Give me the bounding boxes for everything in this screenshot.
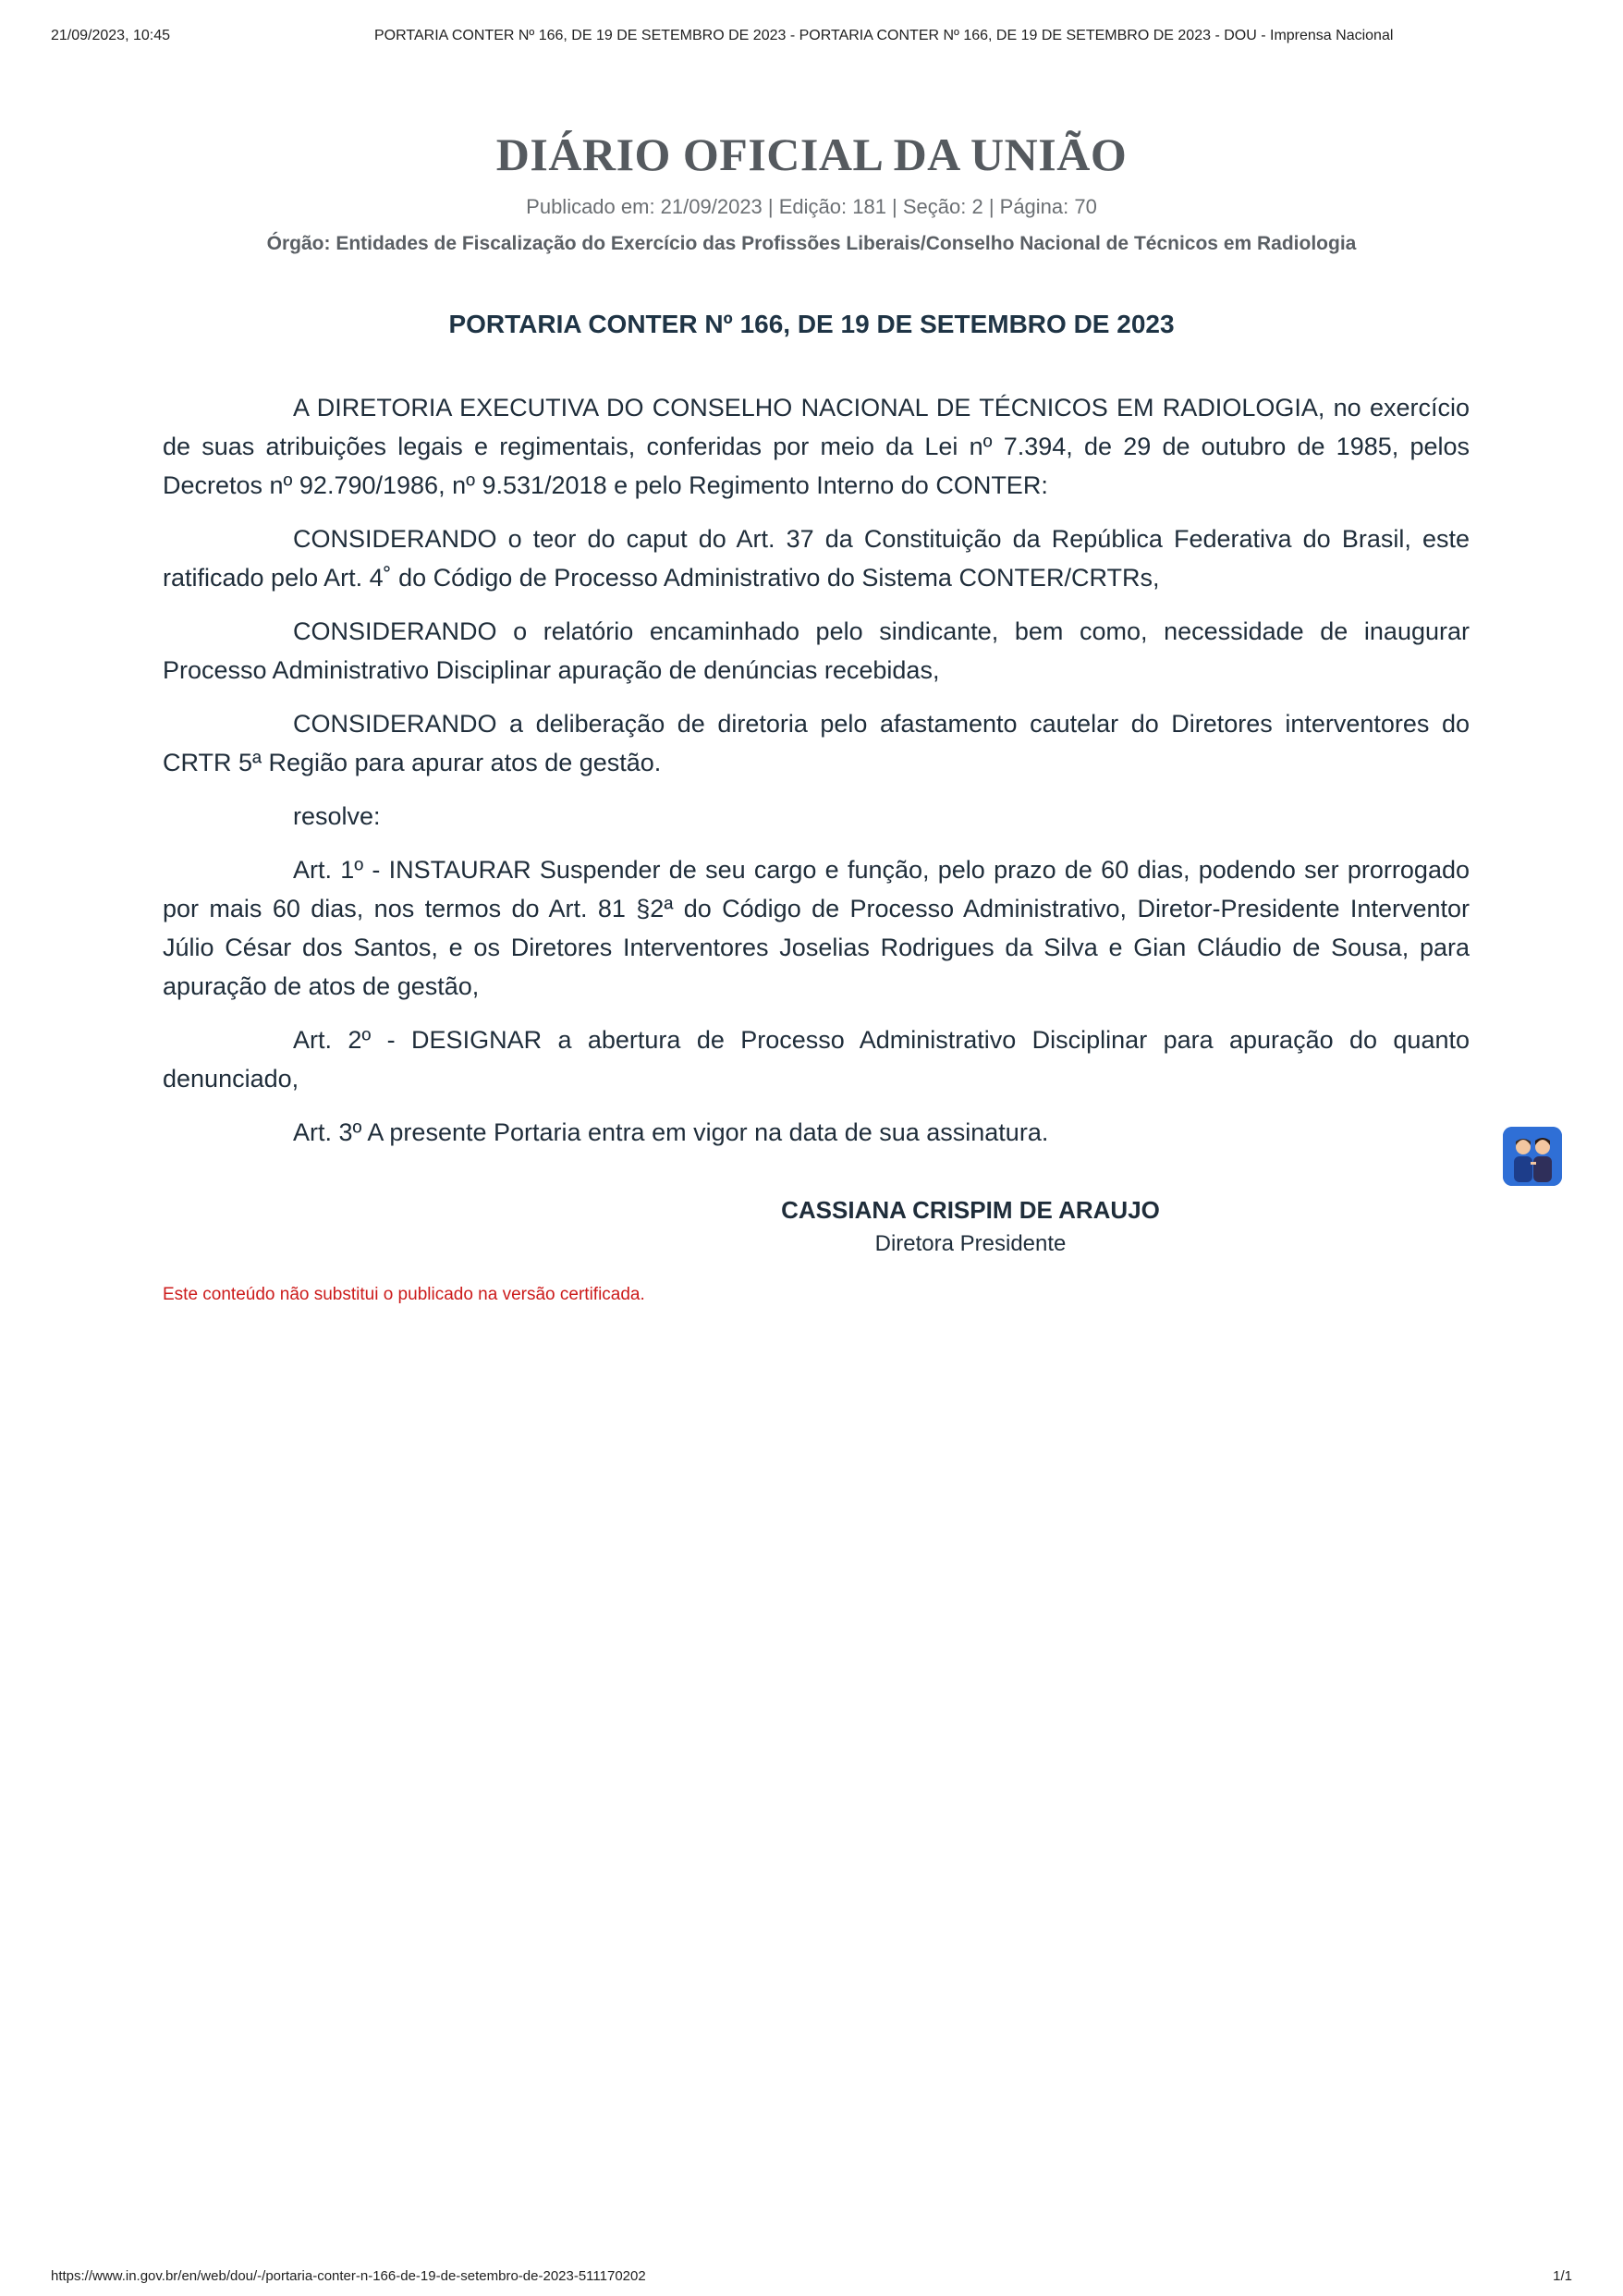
print-page-title: PORTARIA CONTER Nº 166, DE 19 DE SETEMBRO DE 2023 - PORTARIA CONTER Nº 166, DE 19 DE SETEMBRO DE 2023 - DOU - Imprensa Nacional [374, 28, 1394, 43]
masthead-title: DIÁRIO OFICIAL DA UNIÃO [495, 128, 1128, 180]
print-page-count: 1/1 [1553, 2268, 1572, 2284]
act-considerando: CONSIDERANDO o teor do caput do Art. 37 da Constituição da República Federativa do Brasil, este ratificado pelo Art. 4˚ do Código de Processo Administrativo do Sistema CONTER/CRTRs, [163, 525, 1470, 592]
act-title: PORTARIA CONTER Nº 166, DE 19 DE SETEMBRO DE 2023 [448, 310, 1175, 338]
act-considerando: CONSIDERANDO a deliberação de diretoria pelo afastamento cautelar do Diretores interventores do CRTR 5ª Região para apurar atos de gestão. [163, 710, 1470, 776]
act-article-1: Art. 1º - INSTAURAR Suspender de seu cargo e função, pelo prazo de 60 dias, podendo ser prorrogado por mais 60 dias, nos termos do Art. 81 §2ª do Código de Processo Administrativo, Diretor-Presidente Interventor Júlio César dos Santos, e os Diretores Interventores Joselias Rodrigues da Silva e Gian Cláudio de Sousa, para apuração de atos de gestão, [163, 856, 1470, 1000]
certified-version-disclaimer: Este conteúdo não substitui o publicado na versão certificada. [163, 1285, 645, 1304]
signatory-role: Diretora Presidente [874, 1231, 1067, 1256]
print-footer [51, 2268, 1572, 2289]
vlibras-sign-language-icon[interactable] [1503, 1127, 1562, 1186]
act-considerando: CONSIDERANDO o relatório encaminhado pelo sindicante, bem como, necessidade de inaugurar Processo Administrativo Disciplinar apuração de denúncias recebidas, [163, 617, 1470, 684]
act-body [163, 388, 1470, 1166]
act-resolve: resolve: [293, 802, 381, 830]
act-article-3: Art. 3º A presente Portaria entra em vigor na data de sua assinatura. [293, 1118, 1049, 1146]
signature-block [739, 1192, 1202, 1261]
signatory-name: CASSIANA CRISPIM DE ARAUJO [781, 1196, 1160, 1224]
orgao-line: Órgão: Entidades de Fiscalização do Exercício das Profissões Liberais/Conselho Nacional de Técnicos em Radiologia [266, 233, 1357, 254]
print-header [51, 28, 1572, 50]
act-preamble: A DIRETORIA EXECUTIVA DO CONSELHO NACIONAL DE TÉCNICOS EM RADIOLOGIA, no exercício de suas atribuições legais e regimentais, conferidas por meio da Lei nº 7.394, de 29 de outubro de 1985, pelos Decretos nº 92.790/1986, nº 9.531/2018 e pelo Regimento Interno do CONTER: [163, 394, 1470, 499]
publication-info: Publicado em: 21/09/2023 | Edição: 181 | Seção: 2 | Página: 70 [526, 195, 1097, 218]
act-article-2: Art. 2º - DESIGNAR a abertura de Processo Administrativo Disciplinar para apuração do quanto denunciado, [163, 1026, 1470, 1093]
print-datetime: 21/09/2023, 10:45 [51, 28, 171, 43]
print-url: https://www.in.gov.br/en/web/dou/-/portaria-conter-n-166-de-19-de-setembro-de-2023-511170202 [51, 2268, 646, 2284]
